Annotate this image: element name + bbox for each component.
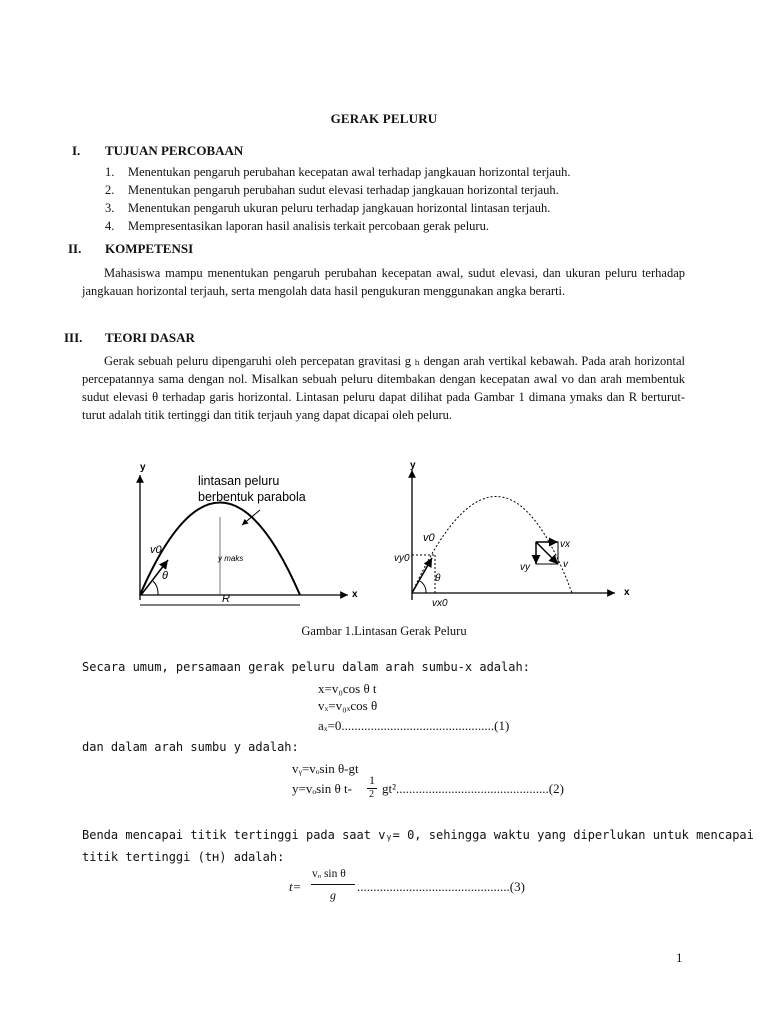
left-v0-label: v0 [150,544,162,556]
list-item-num: 1. [105,165,115,179]
eq-y-intro: dan dalam arah sumbu y adalah: [82,740,299,754]
eq-y-2-frac-num: 1 [369,773,375,787]
section-3-number: III. [64,330,83,345]
path-label-1: lintasan peluru [198,474,280,488]
projectile-figure [110,455,650,615]
right-theta-arc [420,581,426,593]
left-y-label: y [140,462,146,473]
list-item: Menentukan pengaruh perubahan sudut elevasi terhadap jangkauan horizontal terjauh. [128,183,559,197]
list-item: Mempresentasikan laporan hasil analisis terkait percobaan gerak peluru. [128,219,489,233]
right-x-label: x [624,587,630,598]
eq-y-2-frac-den: 2 [369,789,374,798]
list-item-num: 4. [105,219,115,233]
page-number: 1 [676,950,683,965]
eq-t-dots: ...............................................(3) [357,879,525,894]
section-1-number: I. [72,143,81,158]
eq-t-numerator: vₒ sin θ [312,868,346,880]
list-item-num: 2. [105,183,115,197]
section-2-number: II. [68,241,82,256]
v-label: v [563,559,568,570]
eq-t-lhs: t= [289,879,302,894]
eq-y-2a: y=vₒsin θ t- [292,781,352,796]
left-diagram [140,462,358,605]
eq-y-2b: gt²...............................................(2) [382,781,564,796]
path-label-2: berbentuk parabola [198,490,306,504]
ymaks-label: y maks [218,554,244,563]
vx0-label: vx0 [432,598,448,609]
page-title: GERAK PELURU [330,111,438,126]
list-item-num: 3. [105,201,115,215]
eq-y-1: vᵧ=vₒsin θ-gt [292,761,359,776]
eq-x-3: aₓ=0...............................................(1) [318,718,510,733]
section-1-title: TUJUAN PERCOBAAN [105,143,244,158]
theta-arc [153,581,158,595]
right-v0-vector [412,558,432,593]
vy0-label: vy0 [394,553,410,564]
left-theta-label: θ [162,570,168,582]
section-2-title: KOMPETENSI [105,241,194,256]
right-theta-label: θ [435,573,441,584]
vy-label: vy [520,562,530,573]
eq-x-2: vₓ=v₀ₓcos θ [318,698,378,713]
left-x-label: x [352,589,358,600]
list-item: Menentukan pengaruh perubahan kecepatan awal terhadap jangkauan horizontal terjauh. [128,165,571,179]
list-item: Menentukan pengaruh ukuran peluru terhadap jangkauan horizontal lintasan terjauh. [128,201,551,215]
right-v0-label: v0 [423,532,435,544]
section-2-paragraph: Mahasiswa mampu menentukan pengaruh perubahan kecepatan awal, sudut elevasi, dan ukuran peluru terhadap jangkauan horizontal terjauh, serta mengolah data hasil pengukuran menggunakan angka berarti. [82,266,685,298]
right-diagram [394,460,630,609]
vx-label: vx [560,539,570,550]
v-vector [536,542,558,564]
top-point-text-1: Benda mencapai titik tertinggi pada saat vᵧ= 0, sehingga waktu yang diperlukan untuk mencapai [82,828,754,842]
section-3-title: TEORI DASAR [105,330,195,345]
figure-caption: Gambar 1.Lintasan Gerak Peluru [301,624,467,638]
range-label: R [222,593,230,605]
right-y-label: y [410,460,416,471]
eq-t-fraction-bar [311,884,355,885]
eq-t-denominator: g [330,888,336,902]
section-3-paragraph: Gerak sebuah peluru dipengaruhi oleh percepatan gravitasi g ₕ dengan arah vertikal kebawah. Pada arah horizontal percepatannya sama dengan nol. Misalkan sebuah peluru ditembakan dengan kecepatan awal vo dan arah membentuk sudut elevasi θ terhadap garis horizontal. Lintasan peluru dapat dilihat pada Gambar 1 dimana ymaks dan R berturut-turut adalah titik tertinggi dan titik terjauh yang dapat dicapai oleh peluru. [82,354,685,422]
eq-x-1: x=v₀cos θ t [318,681,377,696]
eq-x-intro: Secara umum, persamaan gerak peluru dalam arah sumbu-x adalah: [82,660,530,674]
top-point-text-2: titik tertinggi (tʜ) adalah: [82,850,285,864]
